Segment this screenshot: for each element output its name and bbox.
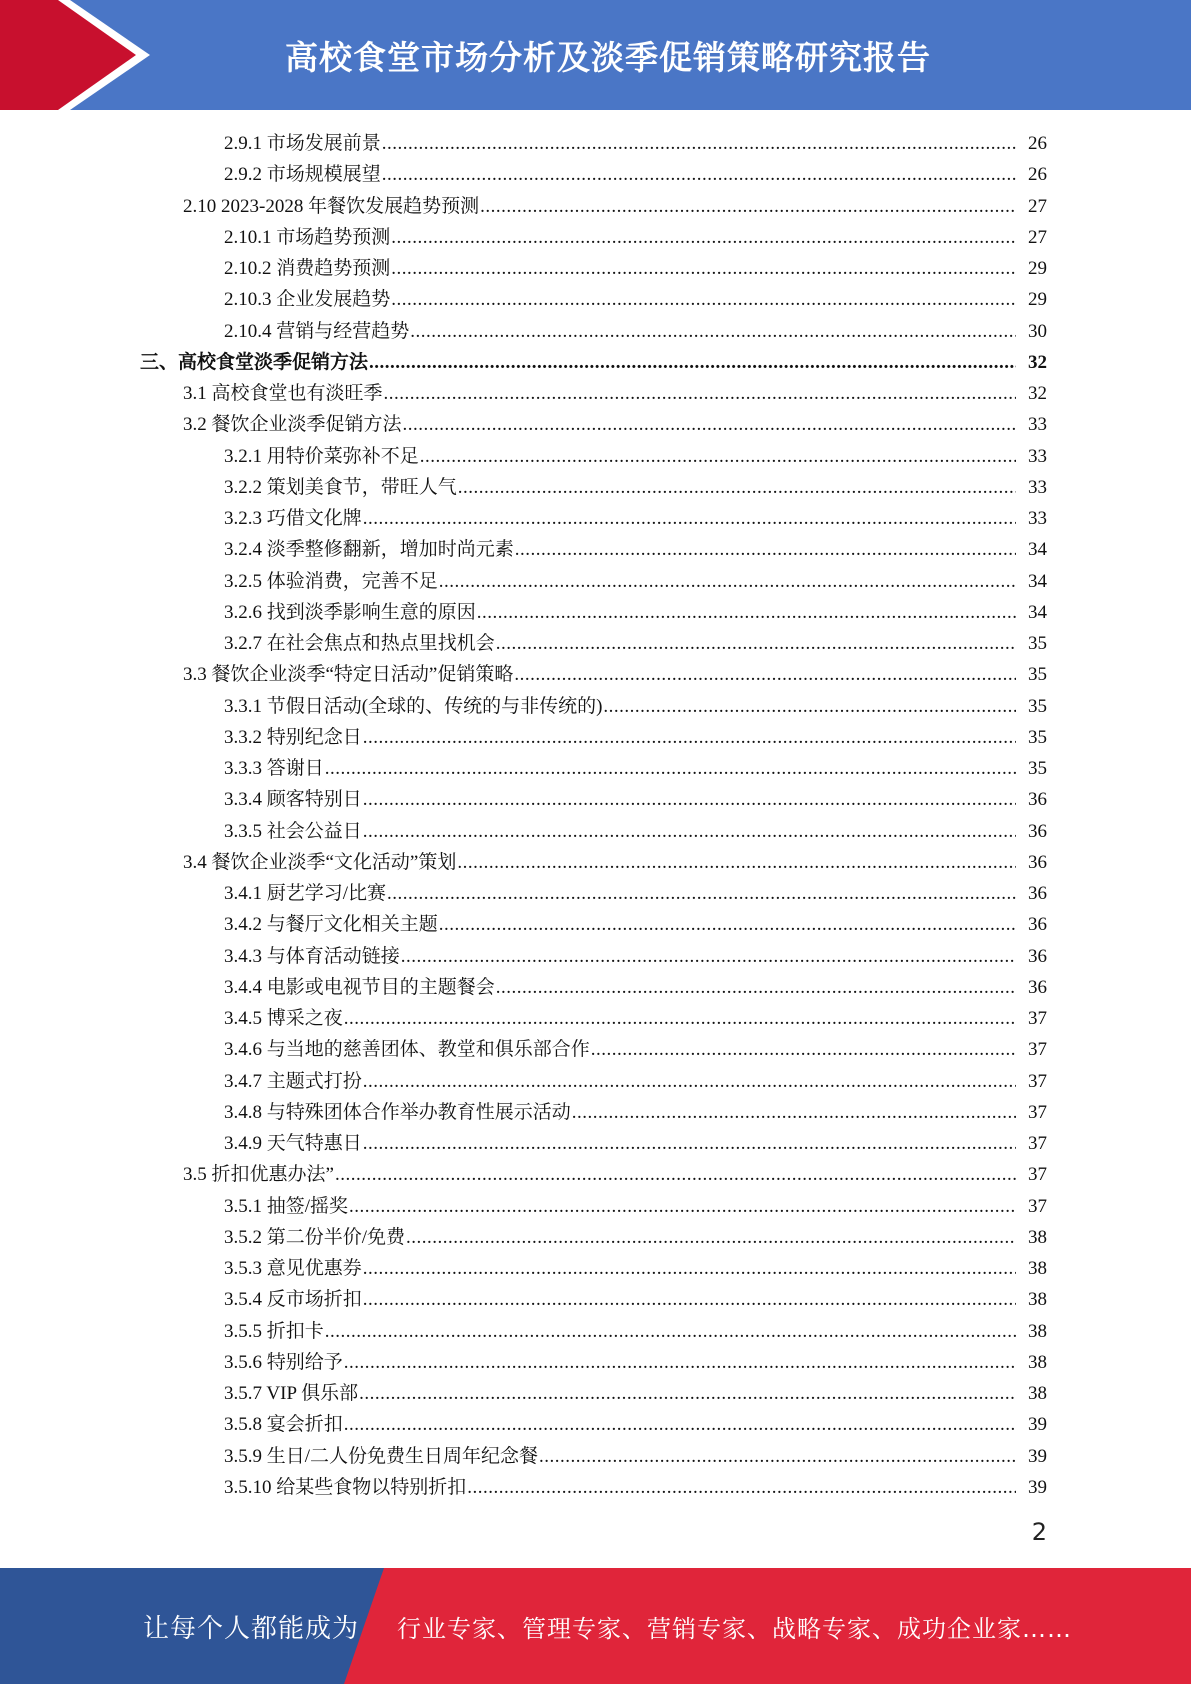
toc-entry-title: 3.2.4 淡季整修翻新，增加时尚元素 xyxy=(224,539,514,561)
toc-entry-page: 38 xyxy=(1028,1226,1047,1248)
toc-entry[interactable] xyxy=(0,1347,1191,1378)
toc-dot-leader xyxy=(382,128,1016,159)
toc-entry-page: 32 xyxy=(1028,383,1047,404)
toc-entry[interactable] xyxy=(0,1222,1191,1253)
toc-entry[interactable] xyxy=(0,878,1191,909)
toc-entry-page: 38 xyxy=(1028,1383,1047,1404)
toc-dot-leader xyxy=(363,1066,1016,1097)
toc-entry[interactable] xyxy=(0,1159,1191,1190)
toc-entry-page: 39 xyxy=(1028,1445,1047,1467)
toc-entry-title: 3.5.7 VIP 俱乐部 xyxy=(224,1383,359,1404)
toc-entry-title: 3.2 餐饮企业淡季促销方法 xyxy=(183,414,402,436)
toc-dot-leader xyxy=(406,1222,1016,1253)
toc-dot-leader xyxy=(439,566,1016,597)
toc-entry[interactable] xyxy=(0,1378,1191,1409)
toc-dot-leader xyxy=(363,1284,1016,1315)
toc-entry-page: 37 xyxy=(1028,1008,1047,1029)
toc-dot-leader xyxy=(457,847,1016,878)
toc-entry[interactable] xyxy=(0,847,1191,878)
toc-entry[interactable] xyxy=(0,253,1191,284)
toc-dot-leader xyxy=(325,753,1016,784)
toc-dot-leader xyxy=(363,722,1016,753)
toc-entry-title: 3.5.10 给某些食物以特别折扣 xyxy=(224,1476,467,1498)
toc-entry[interactable] xyxy=(0,941,1191,972)
toc-entry-title: 3.2.5 体验消费，完善不足 xyxy=(224,570,438,592)
toc-entry-title: 3.3.3 答谢日 xyxy=(224,758,324,779)
toc-entry[interactable] xyxy=(0,472,1191,503)
toc-entry-title: 3.5.1 抽签/摇奖 xyxy=(224,1195,349,1217)
toc-dot-leader xyxy=(603,691,1016,722)
toc-entry-page: 33 xyxy=(1028,414,1047,436)
page-footer xyxy=(0,1568,1191,1684)
toc-dot-leader xyxy=(458,472,1016,503)
toc-entry-title: 3.5.9 生日/二人份免费生日周年纪念餐 xyxy=(224,1445,539,1467)
toc-entry-title: 3.5 折扣优惠办法” xyxy=(183,1164,334,1186)
toc-entry[interactable] xyxy=(0,1409,1191,1440)
toc-entry[interactable] xyxy=(0,659,1191,690)
toc-entry-title: 三、高校食堂淡季促销方法 xyxy=(140,351,369,373)
toc-entry-page: 34 xyxy=(1028,539,1047,561)
toc-entry-title: 3.3.4 顾客特别日 xyxy=(224,789,362,811)
toc-entry-page: 35 xyxy=(1028,664,1047,686)
toc-dot-leader xyxy=(384,378,1016,409)
toc-entry-page: 36 xyxy=(1028,883,1047,904)
toc-entry-title: 2.9.2 市场规模展望 xyxy=(224,164,381,186)
toc-entry-page: 37 xyxy=(1028,1101,1047,1123)
toc-entry[interactable] xyxy=(0,347,1191,378)
toc-entry-title: 3.4.5 博采之夜 xyxy=(224,1008,343,1029)
toc-dot-leader xyxy=(391,222,1016,253)
toc-entry-page: 38 xyxy=(1028,1289,1047,1311)
toc-entry-title: 3.4.4 电影或电视节目的主题餐会 xyxy=(224,976,495,998)
toc-entry-page: 38 xyxy=(1028,1320,1047,1342)
toc-dot-leader xyxy=(344,1347,1016,1378)
toc-entry-title: 3.1 高校食堂也有淡旺季 xyxy=(183,383,383,404)
toc-entry-page: 33 xyxy=(1028,445,1047,467)
toc-entry[interactable] xyxy=(0,1034,1191,1065)
toc-dot-leader xyxy=(325,1316,1016,1347)
toc-entry-title: 3.3.2 特别纪念日 xyxy=(224,726,362,748)
toc-dot-leader xyxy=(467,1472,1016,1503)
toc-entry-page: 29 xyxy=(1028,289,1047,311)
toc-dot-leader xyxy=(477,597,1016,628)
toc-entry[interactable] xyxy=(0,1097,1191,1128)
toc-entry[interactable] xyxy=(0,316,1191,347)
toc-entry-title: 2.9.1 市场发展前景 xyxy=(224,133,381,154)
toc-dot-leader xyxy=(401,941,1016,972)
page-number: 2 xyxy=(1031,1518,1047,1546)
toc-entry-page: 36 xyxy=(1028,945,1047,967)
toc-dot-leader xyxy=(344,1003,1016,1034)
toc-entry-title: 3.2.6 找到淡季影响生意的原因 xyxy=(224,601,476,623)
toc-entry[interactable] xyxy=(0,128,1191,159)
toc-entry[interactable] xyxy=(0,534,1191,565)
toc-entry-title: 3.3 餐饮企业淡季“特定日活动”促销策略 xyxy=(183,664,514,686)
toc-entry-title: 2.10 2023-2028 年餐饮发展趋势预测 xyxy=(183,195,480,217)
toc-entry[interactable] xyxy=(0,503,1191,534)
toc-entry-page: 36 xyxy=(1028,789,1047,811)
toc-dot-leader xyxy=(363,784,1016,815)
toc-entry-page: 35 xyxy=(1028,695,1047,717)
toc-entry-title: 3.4.6 与当地的慈善团体、教堂和俱乐部合作 xyxy=(224,1039,590,1061)
toc-entry-page: 37 xyxy=(1028,1164,1047,1186)
toc-entry-title: 3.4.8 与特殊团体合作举办教育性展示活动 xyxy=(224,1101,571,1123)
toc-dot-leader xyxy=(515,534,1016,565)
toc-dot-leader xyxy=(363,1128,1016,1159)
header-arrow-graphic xyxy=(0,0,160,110)
toc-entry[interactable] xyxy=(0,191,1191,222)
toc-entry-page: 37 xyxy=(1028,1195,1047,1217)
toc-dot-leader xyxy=(496,972,1016,1003)
toc-entry[interactable] xyxy=(0,1441,1191,1472)
toc-entry-title: 3.2.1 用特价菜弥补不足 xyxy=(224,445,419,467)
page-header xyxy=(0,0,1191,110)
toc-entry-page: 26 xyxy=(1028,133,1047,154)
toc-dot-leader xyxy=(439,909,1016,940)
toc-entry-page: 39 xyxy=(1028,1414,1047,1436)
toc-entry[interactable] xyxy=(0,628,1191,659)
toc-dot-leader xyxy=(363,816,1016,847)
toc-entry[interactable] xyxy=(0,784,1191,815)
toc-entry-page: 35 xyxy=(1028,633,1047,654)
toc-entry-page: 33 xyxy=(1028,476,1047,498)
toc-entry-title: 3.3.5 社会公益日 xyxy=(224,820,362,842)
toc-dot-leader xyxy=(369,347,1016,378)
toc-entry[interactable] xyxy=(0,1284,1191,1315)
toc-dot-leader xyxy=(382,159,1016,190)
toc-dot-leader xyxy=(391,253,1016,284)
toc-dot-leader xyxy=(363,503,1016,534)
toc-entry-title: 3.4.2 与餐厅文化相关主题 xyxy=(224,914,438,936)
toc-dot-leader xyxy=(572,1097,1016,1128)
toc-entry[interactable] xyxy=(0,1066,1191,1097)
toc-entry-page: 37 xyxy=(1028,1070,1047,1092)
toc-entry[interactable] xyxy=(0,284,1191,315)
toc-entry-title: 2.10.2 消费趋势预测 xyxy=(224,258,391,279)
toc-entry[interactable] xyxy=(0,753,1191,784)
toc-dot-leader xyxy=(496,628,1016,659)
toc-entry-title: 3.5.2 第二份半价/免费 xyxy=(224,1226,406,1248)
toc-dot-leader xyxy=(391,284,1016,315)
toc-entry[interactable] xyxy=(0,1128,1191,1159)
toc-entry[interactable] xyxy=(0,159,1191,190)
toc-entry-page: 39 xyxy=(1028,1476,1047,1498)
toc-dot-leader xyxy=(591,1034,1016,1065)
toc-dot-leader xyxy=(410,316,1016,347)
toc-entry-page: 26 xyxy=(1028,164,1047,186)
toc-entry-title: 3.4.7 主题式打扮 xyxy=(224,1070,362,1092)
toc-entry[interactable] xyxy=(0,1003,1191,1034)
toc-entry-page: 30 xyxy=(1028,320,1047,342)
toc-entry[interactable] xyxy=(0,691,1191,722)
toc-entry-page: 36 xyxy=(1028,820,1047,842)
footer-slogan-right: 行业专家、管理专家、营销专家、战略专家、成功企业家…… xyxy=(397,1614,1072,1643)
toc-dot-leader xyxy=(539,1441,1016,1472)
toc-entry-title: 3.4.1 厨艺学习/比赛 xyxy=(224,883,387,904)
toc-entry[interactable] xyxy=(0,441,1191,472)
toc-entry-title: 3.5.8 宴会折扣 xyxy=(224,1414,343,1436)
toc-entry-title: 3.5.6 特别给予 xyxy=(224,1351,343,1373)
toc-dot-leader xyxy=(387,878,1016,909)
toc-dot-leader xyxy=(363,1253,1016,1284)
toc-entry-page: 35 xyxy=(1028,758,1047,779)
toc-entry-page: 38 xyxy=(1028,1258,1047,1279)
toc-entry-title: 3.2.3 巧借文化牌 xyxy=(224,508,362,529)
toc-entry[interactable] xyxy=(0,566,1191,597)
toc-dot-leader xyxy=(344,1409,1016,1440)
toc-entry[interactable] xyxy=(0,909,1191,940)
toc-entry-page: 36 xyxy=(1028,851,1047,873)
toc-entry[interactable] xyxy=(0,1316,1191,1347)
toc-entry-title: 3.4.9 天气特惠日 xyxy=(224,1133,362,1154)
toc-entry-title: 3.4.3 与体育活动链接 xyxy=(224,945,400,967)
toc-entry[interactable] xyxy=(0,972,1191,1003)
toc-entry[interactable] xyxy=(0,222,1191,253)
toc-dot-leader xyxy=(403,409,1016,440)
toc-entry-page: 29 xyxy=(1028,258,1047,279)
toc-entry-title: 2.10.1 市场趋势预测 xyxy=(224,226,391,248)
toc-entry-title: 3.4 餐饮企业淡季“文化活动”策划 xyxy=(183,851,457,873)
toc-entry-title: 2.10.4 营销与经营趋势 xyxy=(224,320,410,342)
toc-entry-title: 3.5.5 折扣卡 xyxy=(224,1320,324,1342)
toc-entry-page: 37 xyxy=(1028,1039,1047,1061)
toc-entry[interactable] xyxy=(0,1253,1191,1284)
toc-entry[interactable] xyxy=(0,1191,1191,1222)
toc-entry-page: 27 xyxy=(1028,195,1047,217)
toc-entry[interactable] xyxy=(0,597,1191,628)
toc-dot-leader xyxy=(514,659,1016,690)
table-of-contents xyxy=(0,128,1191,1503)
footer-slogan-left: 让每个人都能成为 xyxy=(143,1613,360,1644)
report-title: 高校食堂市场分析及淡季促销策略研究报告 xyxy=(285,37,931,77)
toc-entry-page: 38 xyxy=(1028,1351,1047,1373)
toc-entry-title: 2.10.3 企业发展趋势 xyxy=(224,289,391,311)
toc-dot-leader xyxy=(359,1378,1016,1409)
toc-entry-page: 33 xyxy=(1028,508,1047,529)
toc-entry-title: 3.5.4 反市场折扣 xyxy=(224,1289,362,1311)
toc-entry-page: 34 xyxy=(1028,601,1047,623)
toc-dot-leader xyxy=(480,191,1016,222)
toc-entry[interactable] xyxy=(0,1472,1191,1503)
toc-entry-page: 32 xyxy=(1028,351,1047,373)
toc-entry-page: 36 xyxy=(1028,976,1047,998)
toc-entry-title: 3.3.1 节假日活动(全球的、传统的与非传统的) xyxy=(224,695,603,717)
toc-dot-leader xyxy=(335,1159,1016,1190)
toc-dot-leader xyxy=(420,441,1016,472)
toc-entry-page: 34 xyxy=(1028,570,1047,592)
toc-entry[interactable] xyxy=(0,378,1191,409)
toc-dot-leader xyxy=(349,1191,1016,1222)
toc-entry[interactable] xyxy=(0,816,1191,847)
toc-entry[interactable] xyxy=(0,722,1191,753)
toc-entry-title: 3.2.7 在社会焦点和热点里找机会 xyxy=(224,633,495,654)
toc-entry-page: 35 xyxy=(1028,726,1047,748)
toc-entry-page: 27 xyxy=(1028,226,1047,248)
toc-entry-title: 3.2.2 策划美食节，带旺人气 xyxy=(224,476,457,498)
toc-entry-page: 37 xyxy=(1028,1133,1047,1154)
toc-entry[interactable] xyxy=(0,409,1191,440)
toc-entry-title: 3.5.3 意见优惠券 xyxy=(224,1258,362,1279)
toc-entry-page: 36 xyxy=(1028,914,1047,936)
